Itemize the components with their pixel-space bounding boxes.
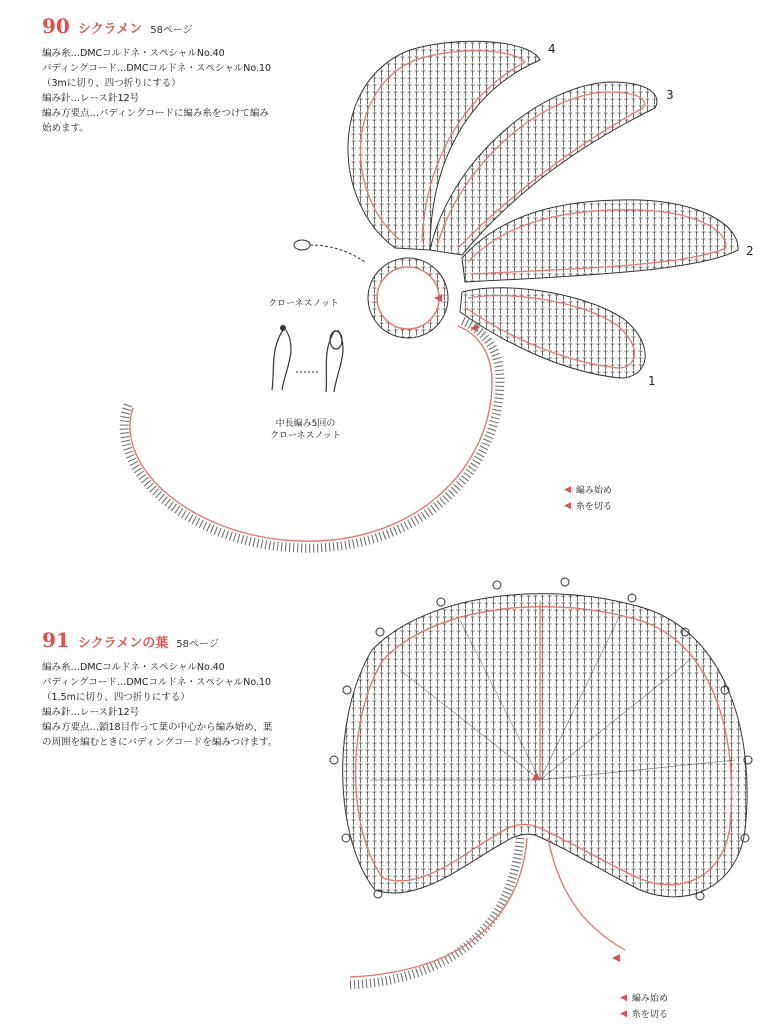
instruction-line: 編み糸…DMCコルドネ・スペシャルNo.40 [42, 662, 225, 673]
legend-start [564, 483, 612, 496]
pattern-91-number: 91 [42, 628, 70, 652]
instruction-line: 編み針…レース針12号 [42, 93, 140, 104]
instruction-line: 編み方要点…パディングコードに編み糸をつけて編み [42, 108, 269, 119]
petal-number-3: 3 [666, 88, 674, 102]
instruction-line: パディングコード…DMCコルドネ・スペシャルNo.10 [42, 63, 272, 74]
start-arrow-icon: ◀ [620, 992, 627, 1003]
pattern-90-number: 90 [42, 14, 70, 38]
instruction-line: 始めます。 [42, 123, 89, 134]
legend-start-label: 編み始め [575, 486, 612, 496]
legend-start-label: 編み始め [631, 994, 668, 1004]
knot-note-line: クローネスノット [270, 431, 341, 441]
instruction-line: （3mに切り、四つ折りにする） [42, 78, 181, 89]
instruction-line: 編み方要点…鎖18目作って葉の中心から編み始め、葉 [42, 722, 273, 733]
petal-number-2: 2 [746, 244, 754, 258]
petal-2 [462, 200, 738, 282]
instruction-line: （1.5mに切り、四つ折りにする） [42, 692, 190, 703]
petal-number-1: 1 [648, 374, 656, 388]
petal-number-4: 4 [548, 42, 556, 56]
leaf-cut-marker-icon [612, 954, 620, 962]
knot-note [270, 418, 341, 442]
knot-label: クローネスノット [268, 299, 339, 309]
flower-diagram [124, 41, 738, 548]
instruction-line: パディングコード…DMCコルドネ・スペシャルNo.10 [42, 677, 272, 688]
legend-cut [564, 499, 612, 512]
pattern-91-page-ref: 58ページ [176, 639, 219, 650]
pattern-90-page-ref: 58ページ [150, 25, 193, 36]
cut-arrow-icon: ◀ [564, 500, 571, 511]
legend-start [620, 991, 668, 1004]
legend-cut-label: 糸を切る [631, 1010, 668, 1020]
instruction-line: 編み糸…DMCコルドネ・スペシャルNo.40 [42, 48, 225, 59]
start-arrow-icon: ◀ [564, 484, 571, 495]
legend-cut-label: 糸を切る [575, 502, 612, 512]
knot-note-line: 中長編み5回の [275, 419, 336, 429]
instruction-line: の周囲を編むときにパディングコードを編みつけます。 [42, 737, 278, 748]
pattern-91-title: シクラメンの葉 [77, 636, 169, 651]
leaf-diagram [330, 578, 752, 985]
petal-1 [460, 288, 645, 378]
instruction-line: 編み針…レース針12号 [42, 707, 140, 718]
legend-cut [620, 1007, 668, 1020]
cut-arrow-icon: ◀ [620, 1008, 627, 1019]
clones-knot-illustration [272, 325, 343, 392]
pattern-91-legend [620, 991, 668, 1023]
pattern-90-title: シクラメン [77, 22, 143, 37]
pattern-90-legend [564, 483, 612, 515]
chain-loop [294, 240, 365, 262]
